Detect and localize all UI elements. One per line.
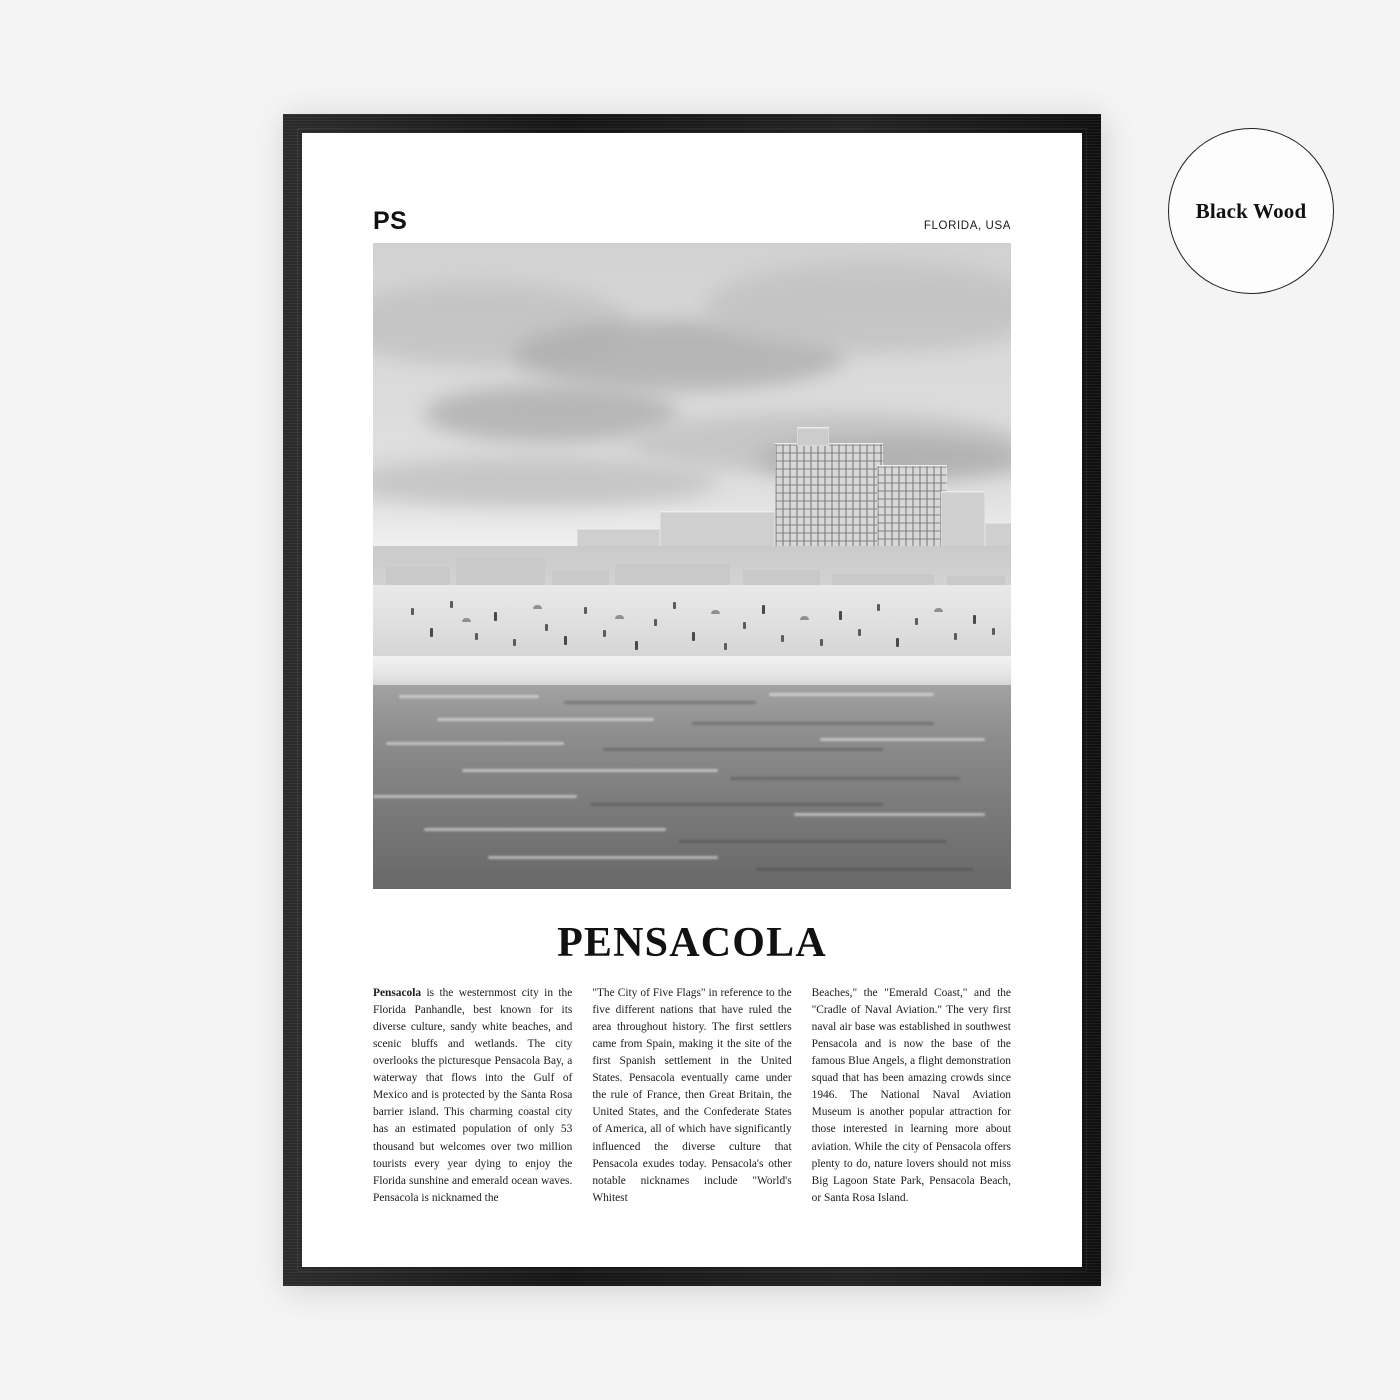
skyline — [373, 424, 1011, 566]
surf-line — [373, 656, 1011, 688]
body-text: is the westernmost city in the Florida Panhandle, best known for its diverse culture, sandy white beaches, and scenic bluffs and wetlands. The city overlooks the picturesque Pensacola Bay, a waterway that flows into the Gulf of Mexico and is protected by the Santa Rosa barrier island. This charming coastal city has an estimated population of only 53 thousand but welcomes over two million tourists every year dying to enjoy the Florida sunshine and emerald ocean waves. Pensacola is nicknamed the — [373, 986, 573, 1204]
body-column — [373, 985, 572, 1207]
body-column — [812, 985, 1011, 1207]
picture-frame — [283, 114, 1101, 1286]
body-column — [592, 985, 791, 1207]
body-text: Beaches," the "Emerald Coast," and the "Cradle of Naval Aviation." The very first naval air base was established in southwest Pensacola and is now the base of the famous Blue Angels, a flight demonstration squad that has been amazing crowds since 1946. The National Naval Aviation Museum is another popular attraction for those interested in learning more about aviation. While the city of Pensacola offers plenty to do, nature lovers should not miss Big Lagoon State Park, Pensacola Beach, or Santa Rosa Island. — [811, 986, 1011, 1204]
poster-code: PS — [373, 207, 408, 235]
poster — [302, 133, 1082, 1267]
body-lead: Pensacola — [373, 986, 422, 999]
poster-body-columns — [373, 985, 1011, 1207]
body-text: "The City of Five Flags" in reference to the five different nations that have ruled the area throughout history. The first settlers came from Spain, making it the site of the first Spanish settlement in the United States. Pensacola eventually came under the rule of France, then Great Britain, the United States, and the Confederate States of America, all of which have significantly influenced the diverse culture that Pensacola exudes today. Pensacola's other notable nicknames include "World's Whitest — [592, 986, 792, 1204]
poster-header — [373, 209, 1011, 234]
beach-sand — [373, 585, 1011, 662]
building-tower-cap — [797, 427, 829, 446]
ocean — [373, 685, 1011, 888]
frame-material-badge — [1168, 128, 1334, 294]
poster-photograph — [373, 243, 1011, 889]
page-title: PENSACOLA — [557, 919, 827, 966]
poster-region: FLORIDA, USA — [923, 219, 1011, 232]
frame-material-label: Black Wood — [1195, 198, 1307, 223]
